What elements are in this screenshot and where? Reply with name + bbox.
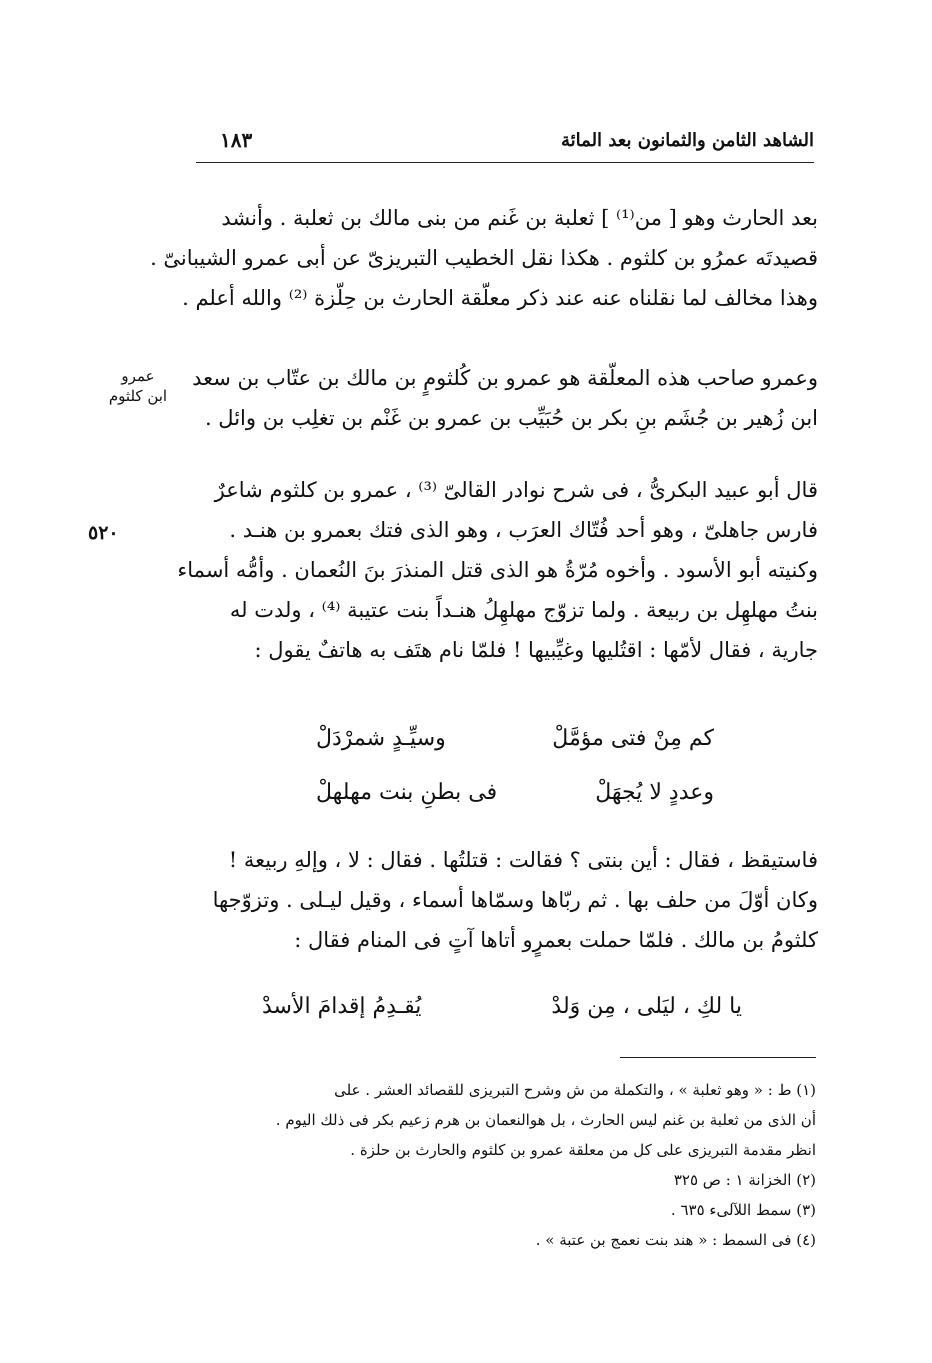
verse-2-hemistich: يُقـدِمُ إقدامَ الأسدْ (262, 994, 422, 1019)
paragraph-2 (192, 358, 818, 438)
running-header (196, 128, 814, 160)
footnote-line: أن الذى من ثعلبة بن غنم ليس الحارث ، بل هوالنعمان بن هرم زعيم بكر فى ذلك اليوم . (275, 1111, 816, 1129)
margin-note-line: عمرو (121, 367, 155, 385)
running-title: الشاهد الثامن والثمانون بعد المائة (561, 130, 814, 151)
text-line: وعمرو صاحب هذه المعلّقة هو عمرو بن كُلثومٍ بن مالك بن عتّاب بن سعد (192, 366, 818, 390)
verse-1-hemistich: وسيِّـدٍ شمرْدَلْ (316, 726, 446, 751)
footnote-rule (620, 1057, 816, 1058)
header-rule (196, 162, 814, 163)
margin-note (96, 366, 180, 406)
footnote-line: (٤) فى السمط : « هند بنت نعمج بن عتبة » . (535, 1231, 816, 1249)
page-number: ١٨٣ (220, 128, 253, 152)
paragraph-1 (150, 198, 818, 318)
text-line: وهذا مخالف لما نقلناه عنه عند ذكر معلّقة الحارث بن حِلّزة ⁽²⁾ والله أعلم . (182, 286, 818, 310)
text-line: وكان أوّلَ من حلف بها . ثم ربّاها وسمّاها أسماء ، وقيل ليـلى . وتزوّجها (212, 888, 818, 912)
text-line: ابن زُهير بن جُشَم بنِ بكر بن حُبَيِّب بن عمرو بن غَنْم بن تغلِب بن وائل . (204, 406, 818, 430)
text-line: كلثومُ بن مالك . فلمّا حملت بعمرٍو أتاها آتٍ فى المنام فقال : (294, 928, 818, 952)
paragraph-3 (177, 470, 818, 670)
footnotes (196, 1075, 816, 1255)
text-line: قصيدتَه عمرُو بن كلثوم . هكذا نقل الخطيب التبريزىّ عن أبى عمرو الشيبانىّ . (150, 246, 818, 270)
footnote-line: (٢) الخزانة ١ : ص ٣٢٥ (673, 1171, 816, 1189)
verse-1-hemistich: وعددٍ لا يُجهَلْ (595, 780, 714, 805)
text-line: بعد الحارث وهو [ من⁽¹⁾ ] ثعلبة بن غَنم من بنى مالك بن ثعلبة . وأنشد (221, 206, 818, 230)
paragraph-4 (196, 840, 818, 960)
verse-1-hemistich: كم مِنْ فتى مؤمَّلْ (552, 726, 714, 751)
text-line: فاستيقظ ، فقال : أين بنتى ؟ فقالت : قتلتُها . فقال : لا ، وإلهِ ربيعة ! (228, 848, 818, 872)
text-line: وكنيته أبو الأسود . وأخوه مُرّةُ هو الذى قتل المنذرَ بنَ النُعمان . وأمُّه أسماء (177, 558, 818, 582)
footnote-line: (٣) سمط اللآلىء ٦٣٥ . (670, 1201, 816, 1219)
text-line: جارية ، فقال لأمّها : اقتُليها وغيِّبيها ! فلمّا نام هتَف به هاتفٌ يقول : (254, 638, 818, 662)
verse-2-hemistich: يا لكِ ، ليَلى ، مِن وَلدْ (551, 994, 742, 1019)
footnote-line: (١) ط : « وهو ثعلبة » ، والتكملة من ش وشرح التبريزى للقصائد العشر . على (334, 1081, 816, 1099)
margin-note-line: ابن كلثوم (108, 387, 168, 405)
margin-number: ٥٢٠ (88, 522, 119, 544)
footnote-line: انظر مقدمة التبريزى على كل من معلقة عمرو بن كلثوم والحارث بن حلزة . (350, 1141, 816, 1159)
text-line: قال أبو عبيد البكرىُّ ، فى شرح نوادر القالىّ ⁽³⁾ ، عمرو بن كلثوم شاعرٌ (214, 478, 818, 502)
text-line: بنتُ مهلهِل بن ربيعة . ولما تزوّج مهلهِلُ هنـداً بنت عتيبة ⁽⁴⁾ ، ولدت له (229, 598, 818, 622)
verse-1-hemistich: فى بطنِ بنت مهلهلْ (316, 780, 498, 805)
text-line: فارس جاهلىّ ، وهو أحد فُتّاك العرَب ، وهو الذى فتك بعمرو بن هنـد . (229, 518, 818, 542)
